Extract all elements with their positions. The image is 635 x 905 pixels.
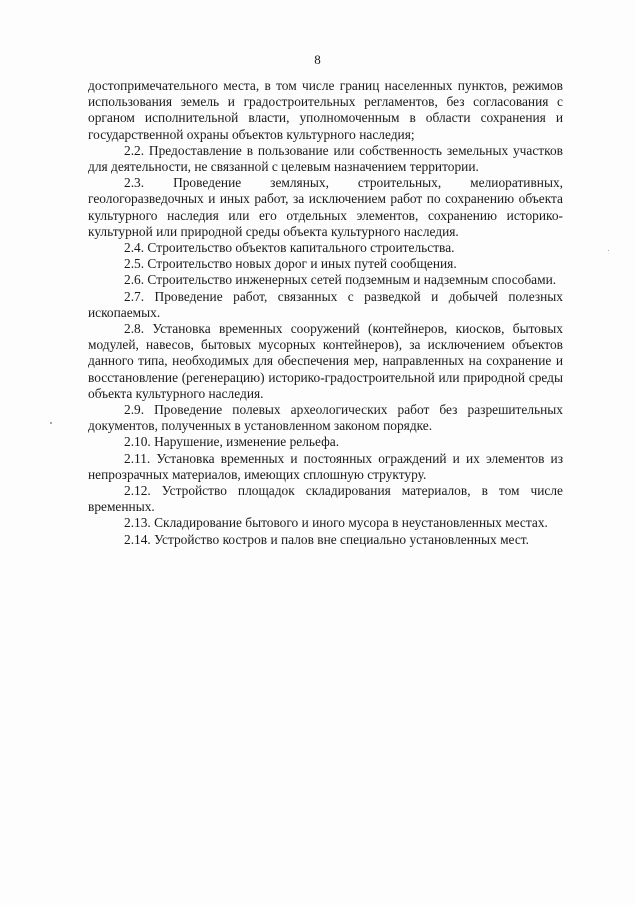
scan-speck bbox=[608, 250, 609, 251]
paragraph-2-14: 2.14. Устройство костров и палов вне специально установленных мест. bbox=[124, 531, 529, 547]
paragraph-continuation: достопримечательного места, в том числе границ населенных пунктов, режимов использования земель и градостроительных регламентов, без согласования с органом исполнительной власти, уполномоченным в области сохранения и государственной охраны объектов культурного наследия; bbox=[88, 78, 563, 142]
paragraph-2-7: 2.7. Проведение работ, связанных с разведкой и добычей полезных ископаемых. bbox=[88, 288, 563, 320]
paragraph-2-9: 2.9. Проведение полевых археологических работ без разрешительных документов, полученных в установленном законом порядке. bbox=[88, 402, 563, 434]
paragraph-2-6: 2.6. Строительство инженерных сетей подземным и надземным способами. bbox=[124, 272, 557, 288]
document-body bbox=[88, 78, 563, 548]
paragraph-2-4: 2.4. Строительство объектов капитального строительства. bbox=[124, 240, 455, 256]
paragraph-2-10: 2.10. Нарушение, изменение рельефа. bbox=[124, 434, 340, 450]
paragraph-2-13: 2.13. Складирование бытового и иного мусора в неустановленных местах. bbox=[124, 515, 548, 531]
page-number: 8 bbox=[314, 52, 321, 67]
paragraph-2-11: 2.11. Установка временных и постоянных ограждений и их элементов из непрозрачных материалов, имеющих сплошную структуру. bbox=[88, 450, 563, 482]
paragraph-2-5: 2.5. Строительство новых дорог и иных путей сообщения. bbox=[124, 256, 457, 272]
paragraph-2-2: 2.2. Предоставление в пользование или собственность земельных участков для деятельности, не связанной с целевым назначением территории. bbox=[88, 142, 563, 175]
scan-speck bbox=[50, 422, 52, 424]
paragraph-2-12: 2.12. Устройство площадок складирования материалов, в том числе временных. bbox=[88, 483, 563, 515]
paragraph-2-3: 2.3. Проведение земляных, строительных, мелиоративных, геологоразведочных и иных работ, за исключением работ по сохранению объекта культурного наследия или его отдельных элементов, сохранению историко-культурной или природной среды объекта культурного наследия. bbox=[88, 175, 563, 239]
paragraph-2-8: 2.8. Установка временных сооружений (контейнеров, киосков, бытовых модулей, навесов, бытовых мусорных контейнеров), за исключением объектов данного типа, необходимых для обеспечения мер, направленных на сохранение и восстановление (регенерацию) историко-градостроительной или природной среды объекта культурного наследия. bbox=[88, 321, 563, 401]
